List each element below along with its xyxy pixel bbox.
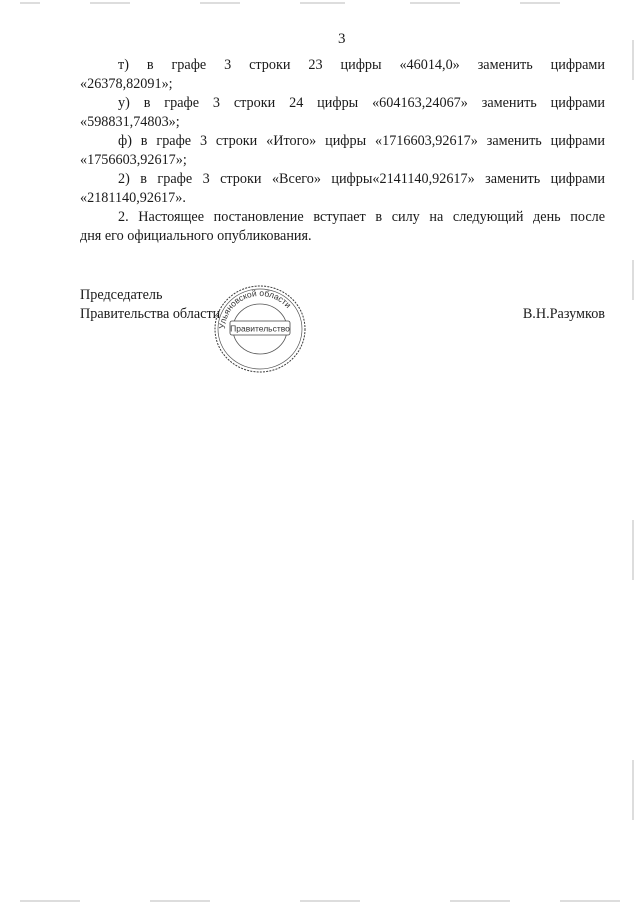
paragraph-2-line2: «2181140,92617».	[80, 190, 186, 206]
paragraph-u-line1: у) в графе 3 строки 24 цифры «604163,24067» заменить цифрами	[118, 95, 605, 111]
official-seal	[212, 283, 308, 375]
signature-block	[80, 286, 605, 324]
paragraph-effective-line2: дня его официального опубликования.	[80, 228, 312, 244]
document-body	[80, 56, 605, 246]
signatory-role-line2: Правительства области	[80, 306, 221, 322]
paragraph-2-line1: 2) в графе 3 строки «Всего» цифры«2141140,92617» заменить цифрами	[118, 171, 605, 187]
signatory-name: В.Н.Разумков	[522, 306, 605, 322]
paragraph-f-line1: ф) в графе 3 строки «Итого» цифры «1716603,92617» заменить цифрами	[118, 133, 605, 149]
seal-ring-text: Ульяновской области	[216, 287, 294, 330]
paragraph-t-line1: т) в графе 3 строки 23 цифры «46014,0» заменить цифрами	[118, 57, 605, 73]
seal-icon	[212, 283, 308, 375]
paragraph-t-line2: «26378,82091»;	[80, 76, 173, 92]
paragraph-u-line2: «598831,74803»;	[80, 114, 180, 130]
paragraph-f-line2: «1756603,92617»;	[80, 152, 187, 168]
page-number: 3	[338, 31, 346, 47]
seal-center-text: Правительство	[230, 323, 290, 334]
paragraph-effective-line1: 2. Настоящее постановление вступает в силу на следующий день после	[118, 209, 605, 225]
signatory-role-line1: Председатель	[80, 287, 163, 303]
